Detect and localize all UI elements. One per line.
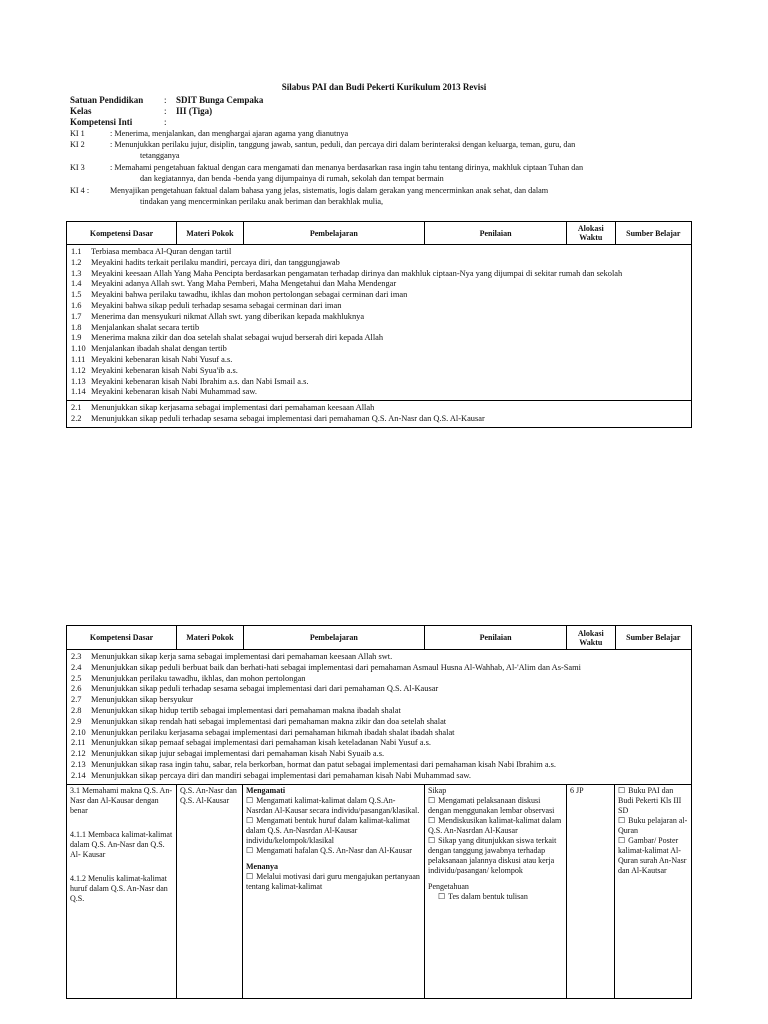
th-kd: Kompetensi Dasar bbox=[67, 626, 177, 649]
kd-text: Menerima makna zikir dan doa setelah shalat sebagai wujud berserah diri kepada Allah bbox=[91, 333, 384, 343]
th-penilaian: Penilaian bbox=[425, 222, 567, 244]
kd-list-item bbox=[71, 706, 687, 717]
kd-list-item bbox=[71, 269, 687, 280]
kd-number: 2.11 bbox=[71, 738, 86, 748]
section-heading: Pengetahuan bbox=[428, 881, 469, 891]
kd-number: 2.6 bbox=[71, 684, 82, 694]
section-heading: Menanya bbox=[246, 861, 278, 871]
kd-number: 2.7 bbox=[71, 695, 82, 705]
kd-text: Meyakini keesaan Allah Yang Maha Pencipta berdasarkan pengamatan terhadap dirinya dan makhluk ciptaan-Nya yang dijumpai di sekitar rumah dan sekolah bbox=[91, 268, 623, 278]
ki-text: tindakan yang mencerminkan perilaku anak beriman dan berakhlak mulia, bbox=[140, 196, 384, 206]
table-header bbox=[67, 222, 691, 245]
ki-code: KI 2 bbox=[70, 140, 85, 149]
penilaian-cell bbox=[425, 785, 567, 998]
kd-list-item bbox=[71, 377, 687, 388]
kd-text: Menjalankan shalat secara tertib bbox=[91, 322, 200, 332]
sumber-cell bbox=[615, 785, 691, 998]
assessment-item: ☐ Mendiskusikan kalimat-kalimat dalam Q.S. An-Nasrdan Al-Kausar bbox=[428, 816, 563, 836]
kd-list-3 bbox=[67, 650, 691, 784]
kd-text: Meyakini adanya Allah swt. Yang Maha Pemberi, Maha Mengetahui dan Maha Mendengar bbox=[91, 279, 397, 289]
ki-text: tetangganya bbox=[140, 150, 180, 160]
kd-number: 1.10 bbox=[71, 344, 86, 354]
kd-number: 2.13 bbox=[71, 759, 86, 769]
kd-number: 1.8 bbox=[71, 322, 82, 332]
kd-number: 2.9 bbox=[71, 716, 82, 726]
th-sumber: Sumber Belajar bbox=[626, 633, 681, 642]
kd-list-item bbox=[71, 695, 687, 706]
ki-text: : Memahami pengetahuan faktual dengan cara mengamati dan menanya berdasarkan rasa ingin tahu tentang dirinya, makhluk ciptaan Tuhan dan bbox=[110, 163, 584, 172]
th-materi: Materi Pokok bbox=[177, 222, 243, 244]
kd-list-item bbox=[71, 663, 687, 674]
ki-text: Menyajikan pengetahuan faktual dalam bahasa yang jelas, sistematis, logis dalam gerakan yang mencerminkan anak sehat, dan dalam bbox=[110, 186, 549, 195]
kd-cell bbox=[67, 785, 177, 998]
section-heading: Mengamati bbox=[246, 785, 286, 795]
kd-list-item bbox=[71, 279, 687, 290]
kd-text: Meyakini kebenaran kisah Nabi Yusuf a.s. bbox=[91, 354, 233, 364]
kd-number: 1.14 bbox=[71, 387, 86, 397]
kd-item: 4.1.1 Membaca kalimat-kalimat dalam Q.S. An-Nasr dan Q.S. Al- Kausar bbox=[70, 829, 173, 859]
header-row-class bbox=[70, 106, 212, 116]
kd-number: 1.2 bbox=[71, 257, 82, 267]
activity-item: ☐ Melalui motivasi dari guru mengajukan pertanyaan tentang kalimat-kalimat bbox=[246, 872, 421, 892]
kd-text: Meyakini bahwa perilaku tawadhu, ikhlas dan mohon pertolongan sebagai cerminan dari iman bbox=[91, 290, 408, 300]
assessment-item: ☐ Mengamati pelaksanaan diskusi dengan menggunakan lembar observasi bbox=[428, 796, 563, 816]
kd-text: Meyakini kebenaran kisah Nabi Ibrahim a.s. dan Nabi Ismail a.s. bbox=[91, 376, 309, 386]
ki-4 bbox=[70, 186, 702, 207]
kd-text: Meyakini kebenaran kisah Nabi Muhammad saw. bbox=[91, 387, 257, 397]
ki-text: : Menunjukkan perilaku jujur, disiplin, tanggung jawab, santun, peduli, dan percaya diri dalam berinteraksi dengan keluarga, teman, guru, dan bbox=[110, 140, 576, 149]
table-header bbox=[67, 626, 691, 650]
kd-text: Meyakini bahwa sikap peduli terhadap sesama sebagai cerminan dari iman bbox=[91, 300, 342, 310]
kd-list-item bbox=[71, 738, 687, 749]
header-label: Kelas bbox=[70, 106, 92, 116]
kd-number: 1.4 bbox=[71, 279, 82, 289]
th-pembelajaran: Pembelajaran bbox=[244, 626, 426, 649]
kd-text: Menerima dan mensyukuri nikmat Allah swt. yang diberikan kepada makhluknya bbox=[91, 311, 365, 321]
kd-text: Menunjukkan sikap bersyukur bbox=[91, 695, 193, 705]
kd-list-2 bbox=[67, 400, 691, 427]
th-sumber: Sumber Belajar bbox=[626, 228, 681, 238]
kd-list-item bbox=[71, 312, 687, 323]
kd-text: Menunjukkan sikap jujur sebagai implementasi dari pemahaman kisah Nabi Syuaib a.s. bbox=[91, 749, 385, 759]
kd-list-item bbox=[71, 684, 687, 695]
th-penilaian: Penilaian bbox=[425, 626, 567, 649]
syllabus-table-1 bbox=[66, 221, 692, 428]
kd-text: Menunjukkan perilaku kerjasama sebagai implementasi dari pemahaman hikmah ibadah shalat ibadah shalat bbox=[91, 727, 455, 737]
header-label: Kompetensi Inti bbox=[70, 117, 133, 127]
header-colon: : bbox=[164, 95, 167, 105]
kd-list-item bbox=[71, 258, 687, 269]
kd-list-item bbox=[71, 290, 687, 301]
kd-number: 1.3 bbox=[71, 268, 82, 278]
th-pembelajaran: Pembelajaran bbox=[244, 222, 426, 244]
header-row-ki bbox=[70, 117, 176, 127]
kd-text: Meyakini kebenaran kisah Nabi Syua'ib a.s. bbox=[91, 365, 238, 375]
kd-item: 4.1.2 Menulis kalimat-kalimat huruf dalam Q.S. An-Nasr dan Q.S. bbox=[70, 873, 168, 903]
activity-item: ☐ Mengamati bentuk huruf dalam kalimat-kalimat dalam Q.S. An-Nasrdan Al-Kausar individu/kelompok/klasikal bbox=[246, 816, 421, 846]
page-title: Silabus PAI dan Budi Pekerti Kurikulum 2013 Revisi bbox=[281, 82, 487, 92]
kd-text: Menunjukkan perilaku tawadhu, ikhlas, dan mohon pertolongan bbox=[91, 673, 306, 683]
kd-list-item bbox=[71, 674, 687, 685]
kd-list-item bbox=[71, 403, 687, 414]
kd-number: 2.4 bbox=[71, 662, 82, 672]
kd-list-item bbox=[71, 771, 687, 782]
kd-list-item bbox=[71, 301, 687, 312]
ki-text: : Menerima, menjalankan, dan menghargai ajaran agama yang dianutnya bbox=[110, 129, 349, 138]
syllabus-table-2 bbox=[66, 625, 692, 999]
activity-item: ☐ Mengamati hafalan Q.S. An-Nasr dan Al-Kausar bbox=[246, 846, 421, 856]
ki-1 bbox=[70, 129, 702, 140]
kd-text: Meyakini hadits terkait perilaku mandiri, percaya diri, dan tanggungjawab bbox=[91, 257, 340, 267]
pembelajaran-cell bbox=[243, 785, 425, 998]
kd-text: Menunjukkan sikap pemaaf sebagai implementasi dari pemahaman kisah keteladanan Nabi Yusuf a.s. bbox=[91, 738, 431, 748]
kd-list-item bbox=[71, 387, 687, 398]
kd-number: 1.6 bbox=[71, 300, 82, 310]
kd-text: Menunjukkan sikap peduli terhadap sesama sebagai implementasi dari pemahaman Q.S. An-Nasr dan Q.S. Al-Kausar bbox=[91, 413, 485, 423]
kd-list-item bbox=[71, 344, 687, 355]
materi-cell: Q.S. An-Nasr dan Q.S. Al-Kausar bbox=[177, 785, 243, 998]
kd-number: 2.5 bbox=[71, 673, 82, 683]
kd-list-item bbox=[71, 717, 687, 728]
kd-number: 1.11 bbox=[71, 354, 86, 364]
ki-3 bbox=[70, 163, 702, 184]
header-label: Satuan Pendidikan bbox=[70, 95, 144, 105]
kd-detail-row bbox=[67, 784, 691, 998]
header-colon: : bbox=[164, 106, 167, 116]
kd-list-item bbox=[71, 414, 687, 425]
activity-item: ☐ Mengamati kalimat-kalimat dalam Q.S.An-Nasrdan Al-Kausar secara individu/pasangan/klasikal. bbox=[246, 796, 421, 816]
kd-list-item bbox=[71, 355, 687, 366]
kd-item: 3.1 Memahami makna Q.S. An-Nasr dan Al-Kausar dengan benar bbox=[70, 785, 172, 815]
header-value: III (Tiga) bbox=[176, 106, 213, 116]
th-alokasi: Alokasi Waktu bbox=[567, 222, 616, 244]
kd-list-item bbox=[71, 652, 687, 663]
kd-text: Menjalankan ibadah shalat dengan tertib bbox=[91, 344, 227, 354]
source-item: ☐ Gambar/ Poster kalimat-kalimat Al-Quran surah An-Nasr dan Al-Kautsar bbox=[618, 836, 688, 876]
kd-text: Menunjukkan sikap percaya diri dan mandiri sebagai implementasi dari pemahaman kisah Nabi Muhammad saw. bbox=[91, 770, 471, 780]
th-alokasi: Alokasi Waktu bbox=[567, 626, 616, 649]
th-materi: Materi Pokok bbox=[177, 626, 243, 649]
kd-number: 1.7 bbox=[71, 311, 82, 321]
kd-number: 2.12 bbox=[71, 749, 86, 759]
kd-text: Menunjukkan sikap hidup tertib sebagai implementasi dari pemahaman makna ibadah shalat bbox=[91, 705, 401, 715]
th-kd: Kompetensi Dasar bbox=[67, 222, 177, 244]
kd-text: Terbiasa membaca Al-Quran dengan tartil bbox=[91, 247, 232, 256]
assessment-item: ☐ Sikap yang ditunjukkan siswa terkait dengan tanggung jawabnya terhadap pelaksanaan jalannya diskusi atau kerja individu/pasangan/ kelompok bbox=[428, 836, 563, 876]
ki-code: KI 3 bbox=[70, 163, 85, 172]
kd-list-item bbox=[71, 323, 687, 334]
source-item: ☐ Buku pelajaran al-Quran bbox=[618, 816, 688, 836]
kd-text: Menunjukkan sikap rasa ingin tahu, sabar, rela berkorban, hormat dan patut sebagai implementasi dari pemahaman kisah Nabi Ibrahim a.s. bbox=[91, 759, 557, 769]
ki-code: KI 1 bbox=[70, 129, 85, 138]
kd-number: 1.12 bbox=[71, 365, 86, 375]
header-colon: : bbox=[164, 117, 167, 127]
kd-number: 2.14 bbox=[71, 770, 86, 780]
kd-number: 2.1 bbox=[71, 403, 82, 413]
ki-2 bbox=[70, 140, 702, 161]
header-row-school bbox=[70, 95, 263, 105]
kd-text: Menunjukkan sikap kerja sama sebagai implementasi dari pemahaman keesaan Allah swt. bbox=[91, 652, 393, 661]
kd-number: 1.9 bbox=[71, 333, 82, 343]
kd-text: Menunjukkan sikap rendah hati sebagai implementasi dari pemahaman makna zikir dan doa setelah shalat bbox=[91, 716, 447, 726]
kd-number: 2.3 bbox=[71, 652, 82, 661]
kd-list-1 bbox=[67, 245, 691, 400]
kd-list-item bbox=[71, 247, 687, 258]
kd-number: 1.13 bbox=[71, 376, 86, 386]
source-item: ☐ Buku PAI dan Budi Pekerti Kls III SD bbox=[618, 786, 688, 816]
alokasi-cell: 6 JP bbox=[567, 785, 615, 998]
kd-list-item bbox=[71, 333, 687, 344]
kd-number: 1.5 bbox=[71, 290, 82, 300]
section-heading: Sikap bbox=[428, 785, 447, 795]
kd-number: 1.1 bbox=[71, 247, 82, 256]
header-value: SDIT Bunga Cempaka bbox=[176, 95, 264, 105]
kd-text: Menunjukkan sikap kerjasama sebagai implementasi dari pemahaman keesaan Allah bbox=[91, 403, 375, 413]
kd-text: Menunjukkan sikap peduli terhadap sesama sebagai implementasi dari dari pemahaman Q.S. Al-Kausar bbox=[91, 684, 439, 694]
assessment-item: ☐ Tes dalam bentuk tulisan bbox=[428, 892, 563, 902]
ki-text: dan kegiatannya, dan benda -benda yang dijumpainya di rumah, sekolah dan tempat bermain bbox=[140, 173, 444, 183]
kd-list-item bbox=[71, 749, 687, 760]
kd-list-item bbox=[71, 760, 687, 771]
kd-number: 2.2 bbox=[71, 413, 82, 423]
kd-text: Menunjukkan sikap peduli berbuat baik dan berhati-hati sebagai implementasi dari pemahaman Asmaul Husna Al-Wahhab, Al-'Alim dan As-Sami bbox=[91, 662, 581, 672]
kd-list-item bbox=[71, 728, 687, 739]
kd-number: 2.8 bbox=[71, 705, 82, 715]
ki-code: KI 4 : bbox=[70, 186, 90, 195]
kd-list-item bbox=[71, 366, 687, 377]
kd-number: 2.10 bbox=[71, 727, 86, 737]
